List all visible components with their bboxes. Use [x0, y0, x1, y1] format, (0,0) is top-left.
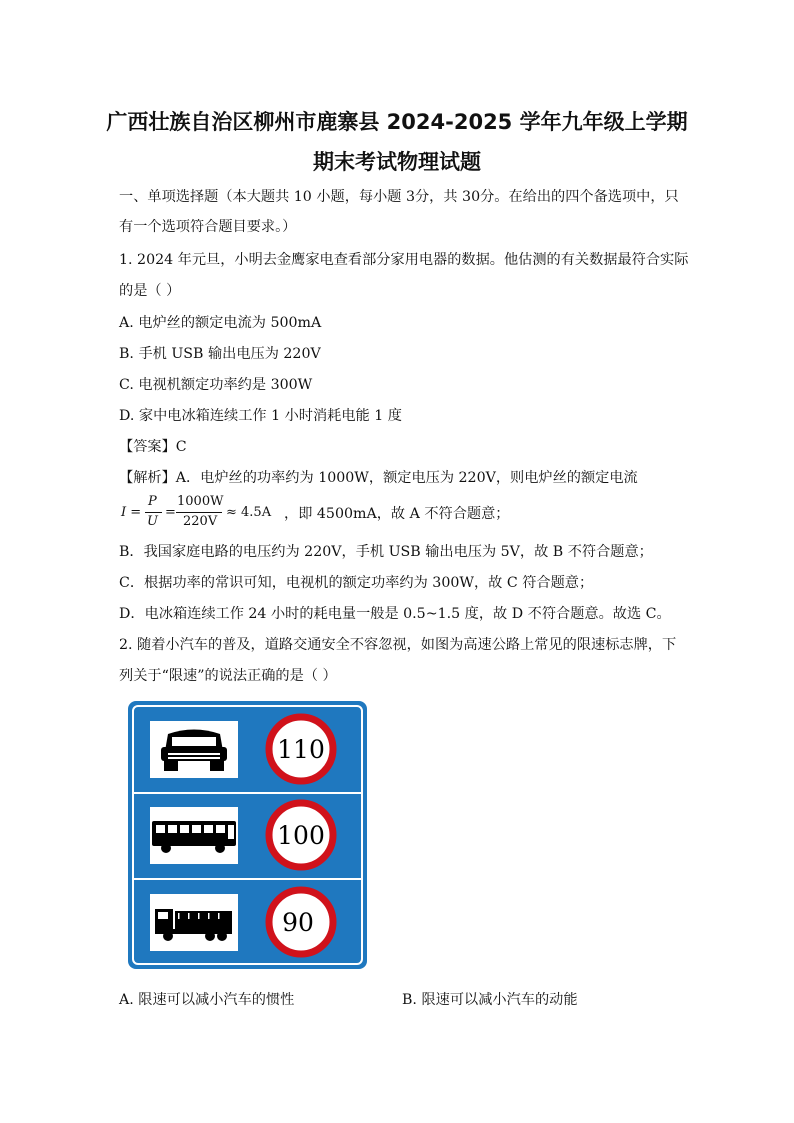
- q1-option-b: B. 手机 USB 输出电压为 220V: [119, 346, 321, 362]
- formula-u: U: [147, 514, 158, 529]
- q1-stem-cont: 的是（ ）: [119, 283, 181, 299]
- q1-analysis-a: 【解析】A．电炉丝的功率约为 1000W，额定电压为 220V，则电炉丝的额定电流: [119, 470, 638, 486]
- formula-bar-2: [176, 512, 222, 513]
- q1-option-a: A. 电炉丝的额定电流为 500mA: [119, 315, 322, 331]
- q2-option-b: B. 限速可以减小汽车的动能: [402, 992, 578, 1008]
- section-heading-cont: 有一个选项符合题目要求。）: [119, 219, 297, 235]
- formula-num: 1000W: [177, 494, 224, 509]
- q2-option-a: A. 限速可以减小汽车的惯性: [119, 992, 295, 1008]
- q1-answer: 【答案】C: [119, 439, 187, 455]
- q1-stem: 1. 2024 年元旦，小明去金鹰家电查看部分家用电器的数据。他估测的有关数据最符合实际: [119, 252, 689, 268]
- formula-eq: =: [165, 505, 176, 520]
- q1-analysis-d: D．电冰箱连续工作 24 小时的耗电量一般是 0.5~1.5 度，故 D 不符合题意。故选 C。: [119, 606, 671, 622]
- formula-approx: ≈ 4.5A: [226, 505, 272, 520]
- section-heading: 一、单项选择题（本大题共 10 小题，每小题 3分，共 30分。在给出的四个备选项中，只: [119, 189, 679, 205]
- limit-100: 100: [277, 821, 325, 850]
- formula-bar-1: [145, 512, 162, 513]
- q2-stem-cont: 列关于“限速”的说法正确的是（ ）: [119, 668, 337, 684]
- q1-option-d: D. 家中电冰箱连续工作 1 小时消耗电能 1 度: [119, 408, 402, 424]
- limit-110: 110: [277, 735, 325, 764]
- formula-den: 220V: [183, 514, 218, 529]
- q1-analysis-b: B．我国家庭电路的电压约为 220V，手机 USB 输出电压为 5V，故 B 不符合题意；: [119, 544, 653, 560]
- q1-option-c: C. 电视机额定功率约是 300W: [119, 377, 313, 393]
- document-title-line1: 广西壮族自治区柳州市鹿寨县 2024-2025 学年九年级上学期: [106, 110, 688, 134]
- formula-p: P: [148, 494, 157, 509]
- q1-analysis-c: C．根据功率的常识可知，电视机的额定功率约为 300W，故 C 符合题意；: [119, 575, 594, 591]
- q2-stem: 2. 随着小汽车的普及，道路交通安全不容忽视，如图为高速公路上常见的限速标志牌，下: [119, 637, 677, 653]
- limit-90: 90: [282, 908, 314, 937]
- formula-tail: ，即 4500mA，故 A 不符合题意；: [284, 506, 510, 522]
- document-title-line2: 期末考试物理试题: [313, 150, 481, 174]
- speed-limit-sign: [128, 701, 367, 969]
- formula-lhs: I =: [121, 505, 142, 520]
